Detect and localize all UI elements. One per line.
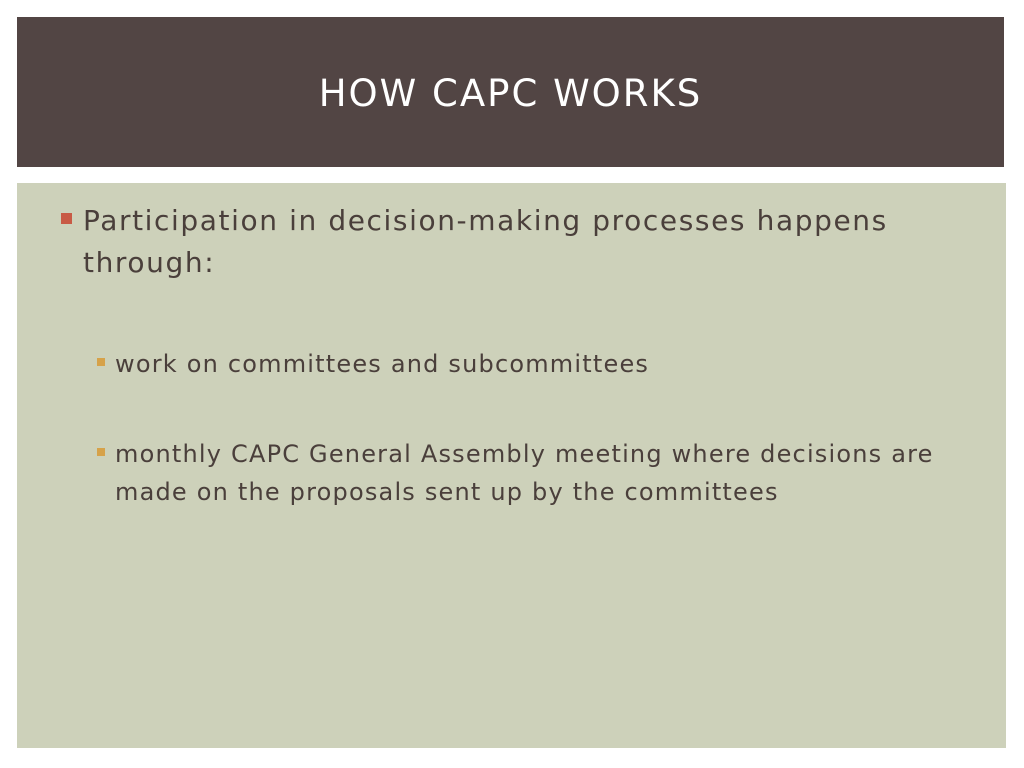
sub-bullet-2-text: monthly CAPC General Assembly meeting where decisions are made on the proposals sent up by the committees — [115, 440, 934, 506]
sub-bullet-2 — [97, 435, 977, 511]
sub-bullet-1-text: work on committees and subcommittees — [115, 350, 650, 378]
content-area — [17, 183, 1006, 748]
sub-bullet-1 — [97, 345, 977, 383]
slide-title: HOW CAPC WORKS — [318, 71, 703, 115]
bullet-main-text: Participation in decision-making processes happens through: — [83, 204, 888, 279]
title-bar — [17, 17, 1004, 167]
square-bullet-icon — [61, 213, 72, 224]
square-bullet-icon — [97, 358, 105, 366]
bullet-main — [61, 200, 961, 284]
square-bullet-icon — [97, 448, 105, 456]
